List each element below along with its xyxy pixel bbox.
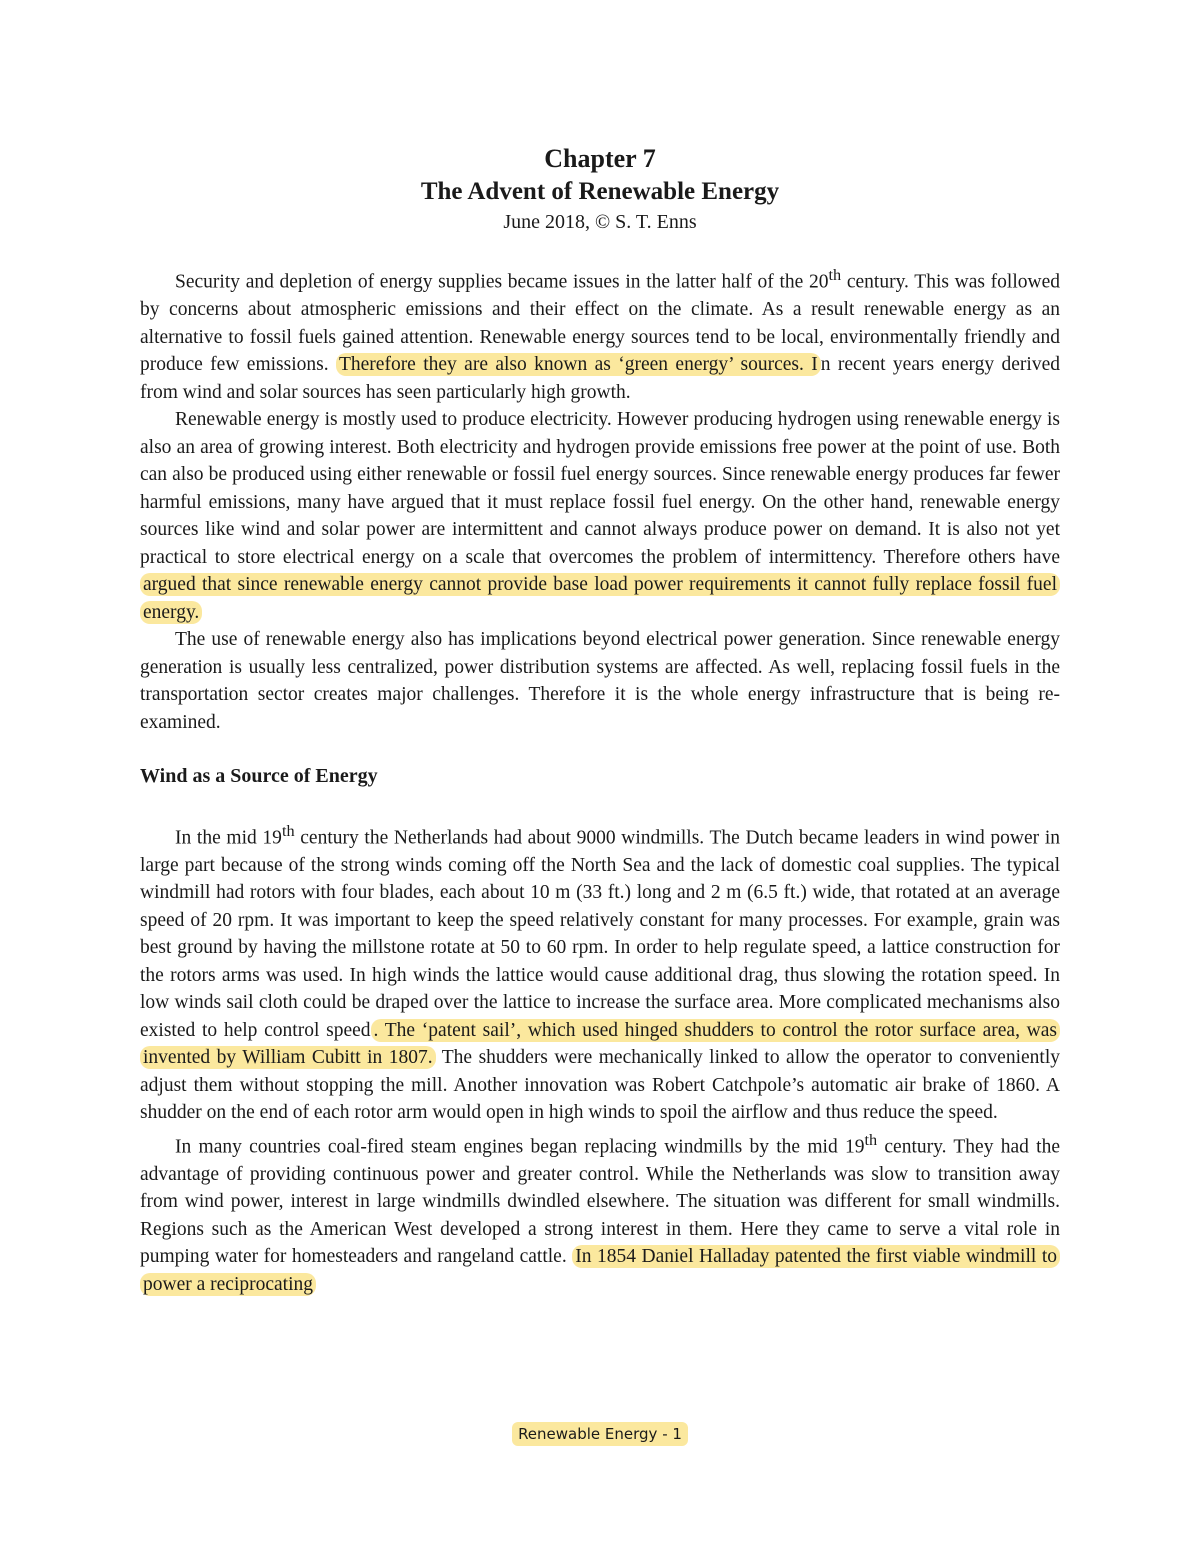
wind-paragraph-1 — [140, 818, 1060, 1127]
chapter-byline: June 2018, © S. T. Enns — [503, 211, 697, 233]
chapter-header — [0, 143, 1200, 236]
text-run: The shudders were mechanically linked to allow the operator to conveniently adjust them without stopping the mill. Another innovation was Robert Catchpole’s automatic air brake of 1860. A shudder on the end of each rotor arm would open in high winds to spoil the airflow and thus reduce the speed. — [140, 1047, 1060, 1123]
highlighted-text: In 1854 Daniel Halladay patented the first viable windmill to power a reciprocating — [140, 1245, 1060, 1296]
intro-paragraph-2 — [140, 406, 1060, 626]
chapter-number: Chapter 7 — [544, 144, 656, 173]
text-run: Security and depletion of energy supplies became issues in the latter half of the 20 — [175, 271, 829, 293]
highlighted-text: Therefore they are also known as ‘green energy’ sources. I — [336, 353, 821, 376]
wind-paragraph-2 — [140, 1127, 1060, 1299]
text-run: century. They had the advantage of providing continuous power and greater control. While the Netherlands was slow to transition away from wind power, interest in large windmills dwindled elsewhere. The situation was different for small windmills. Regions such as the American West developed a strong interest in them. Here they came to serve a vital role in pumping water for homesteaders and rangeland cattle. — [140, 1136, 1060, 1267]
text-run: century the Netherlands had about 9000 windmills. The Dutch became leaders in wind power in large part because of the strong winds coming off the North Sea and the lack of domestic coal supplies. The typical windmill had rotors with four blades, each about 10 m (33 ft.) long and 2 m (6.5 ft.) wide, that rotated at an average speed of 20 rpm. It was important to keep the speed relatively constant for many processes. For example, grain was best ground by having the millstone rotate at 50 to 60 rpm. In order to help regulate speed, a lattice construction for the rotors arms was used. In high winds the lattice would cause additional drag, thus slowing the rotation speed. In low winds sail cloth could be draped over the lattice to increase the surface area. More complicated mechanisms also existed to help control speed — [140, 827, 1061, 1041]
intro-paragraph-3: The use of renewable energy also has implications beyond electrical power generation. Since renewable energy generation is usually less centralized, power distribution systems are affected. As well, replacing fossil fuels in the transportation sector creates major challenges. Therefore it is the whole energy infrastructure that is being re-examined. — [140, 629, 1060, 733]
text-run: century. This was followed by concerns about atmospheric emissions and their effect on the climate. As a result renewable energy as an alternative to fossil fuels gained attention. Renewable energy sources tend to be local, environmentally friendly and produce few emissions. — [140, 271, 1060, 375]
text-run: n recent years energy derived from wind and solar sources has seen particularly high growth. — [140, 354, 1060, 403]
text-run: Renewable energy is mostly used to produce electricity. However producing hydrogen using renewable energy is also an area of growing interest. Both electricity and hydrogen provide emissions free power at the point of use. Both can also be produced using either renewable or fossil fuel energy sources. Since renewable energy produces far fewer harmful emissions, many have argued that it must replace fossil fuel energy. On the other hand, renewable energy sources like wind and solar power are intermittent and cannot always produce power on demand. It is also not yet practical to store electrical energy on a scale that overcomes the problem of intermittency. Therefore others have — [140, 409, 1060, 568]
intro-paragraph-1 — [140, 262, 1060, 406]
section-heading-wind: Wind as a Source of Energy — [140, 765, 378, 787]
page-footer — [0, 1425, 1200, 1444]
text-run: In the mid 19 — [175, 827, 282, 848]
page-number-label: Renewable Energy - 1 — [512, 1422, 688, 1446]
chapter-title: The Advent of Renewable Energy — [420, 178, 780, 205]
superscript: th — [864, 1130, 878, 1149]
document-body — [140, 262, 1060, 1298]
text-run: In many countries coal-fired steam engines began replacing windmills by the mid 19 — [175, 1136, 865, 1157]
highlighted-text: argued that since renewable energy cannot provide base load power requirements it cannot fully replace fossil fuel energy. — [140, 573, 1060, 624]
superscript: th — [828, 266, 842, 284]
highlighted-text: . The ‘patent sail’, which used hinged shudders to control the rotor surface area, was invented by William Cubitt in 1807. — [140, 1019, 1060, 1070]
superscript: th — [281, 821, 295, 840]
